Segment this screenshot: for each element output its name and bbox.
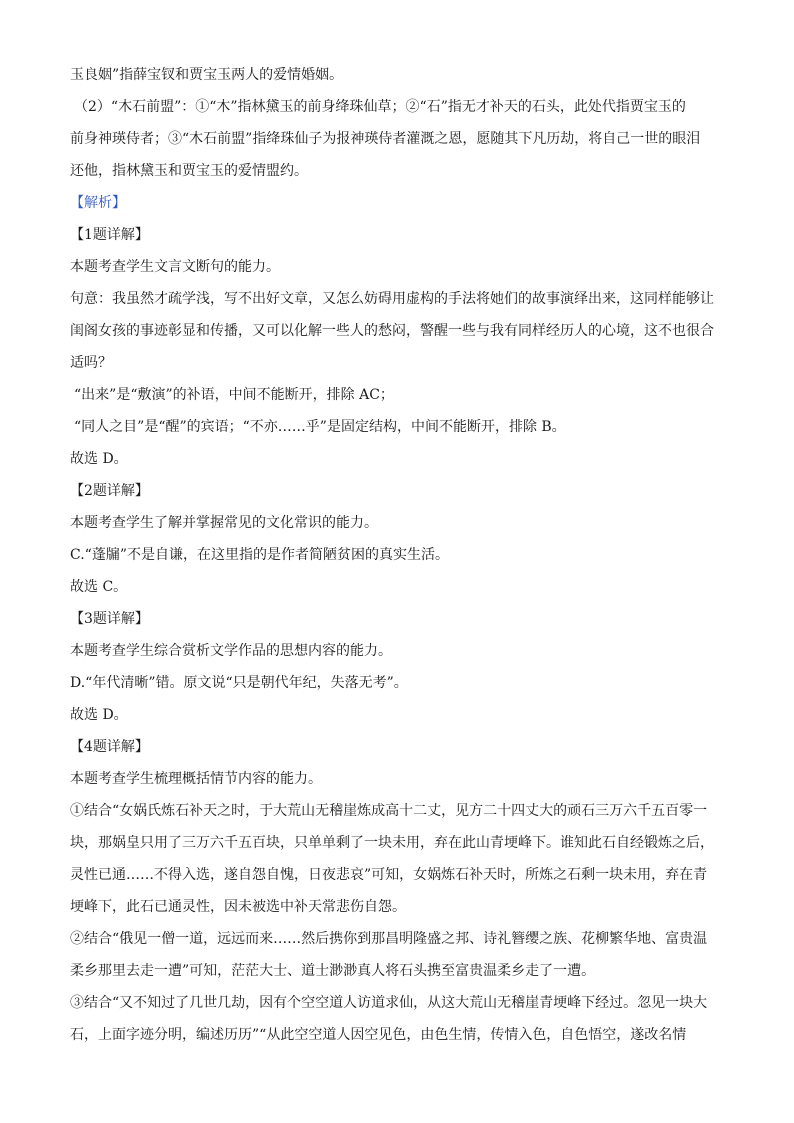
text-line: ③结合“又不知过了几世几劫，因有个空空道人访道求仙，从这大荒山无稽崖青埂峰下经过。忽见一块大 [70, 995, 708, 1011]
text-line: ②结合“俄见一僧一道，远远而来……然后携你到那昌明隆盛之邦、诗礼簪缨之族、花柳繁华地、富贵温 [70, 931, 708, 947]
text-line: 玉良姻”指薛宝钗和贾宝玉两人的爱情婚姻。 [70, 67, 344, 83]
text-line: “同人之目”是“醒”的宾语；“不亦……乎”是固定结构，中间不能断开，排除 B。 [74, 419, 566, 435]
section-heading-q2: 【2题详解】 [70, 483, 149, 499]
answer-line: 故选 D。 [70, 707, 128, 723]
text-line: 闺阁女孩的事迹彰显和传播，又可以化解一些人的愁闷，警醒一些与我有同样经历人的心境，这不也很合 [70, 323, 714, 339]
text-line: 还他，指林黛玉和贾宝玉的爱情盟约。 [70, 163, 308, 179]
section-heading-q1: 【1题详解】 [70, 227, 149, 243]
text-line: 句意：我虽然才疏学浅，写不出好文章，又怎么妨碍用虚构的手法将她们的故事演绎出来，这同样能够让 [70, 291, 714, 307]
text-line: ①结合“女娲氏炼石补天之时，于大荒山无稽崖炼成高十二丈，见方二十四丈大的顽石三万六千五百零一 [70, 803, 708, 819]
text-line: 灵性已通……不得入选，遂自怨自愧，日夜悲哀”可知，女娲炼石补天时，所炼之石剩一块未用，弃在青 [70, 867, 708, 883]
text-line: 本题考查学生文言文断句的能力。 [70, 259, 280, 275]
text-line: 适吗？ [70, 355, 112, 371]
text-line: “出来”是“敷演”的补语，中间不能断开，排除 AC； [74, 387, 394, 403]
text-line: 本题考查学生综合赏析文学作品的思想内容的能力。 [70, 643, 392, 659]
text-line: 块，那娲皇只用了三万六千五百块，只单单剩了一块未用，弃在此山青埂峰下。谁知此石自经锻炼之后， [70, 835, 714, 851]
section-heading-q4: 【4题详解】 [70, 739, 149, 755]
text-line: （2）“木石前盟”：①“木”指林黛玉的前身绛珠仙草；②“石”指无才补天的石头，此处代指贾宝玉的 [74, 99, 686, 115]
text-line: 埂峰下，此石已通灵性，因未被选中补天常悲伤自怨。 [70, 899, 406, 915]
answer-line: 故选 D。 [70, 451, 128, 467]
section-heading-q3: 【3题详解】 [70, 611, 149, 627]
text-line: 柔乡那里去走一遭”可知，茫茫大士、道士渺渺真人将石头携至富贵温柔乡走了一遭。 [70, 963, 596, 979]
text-line: 本题考查学生了解并掌握常见的文化常识的能力。 [70, 515, 378, 531]
section-tag-analysis: 【解析】 [70, 195, 126, 211]
text-line: D.“年代清晰”错。原文说“只是朝代年纪，失落无考”。 [70, 675, 408, 691]
text-line: 石，上面字迹分明，编述历历”“从此空空道人因空见色，由色生情，传情入色，自色悟空，遂改名情 [70, 1027, 687, 1043]
text-line: 前身神瑛侍者；③“木石前盟”指绛珠仙子为报神瑛侍者灌溉之恩，愿随其下凡历劫，将自己一世的眼泪 [70, 131, 701, 147]
answer-line: 故选 C。 [70, 579, 128, 595]
text-line: C.“蓬牖”不是自谦，在这里指的是作者简陋贫困的真实生活。 [70, 547, 449, 563]
text-line: 本题考查学生梳理概括情节内容的能力。 [70, 771, 322, 787]
